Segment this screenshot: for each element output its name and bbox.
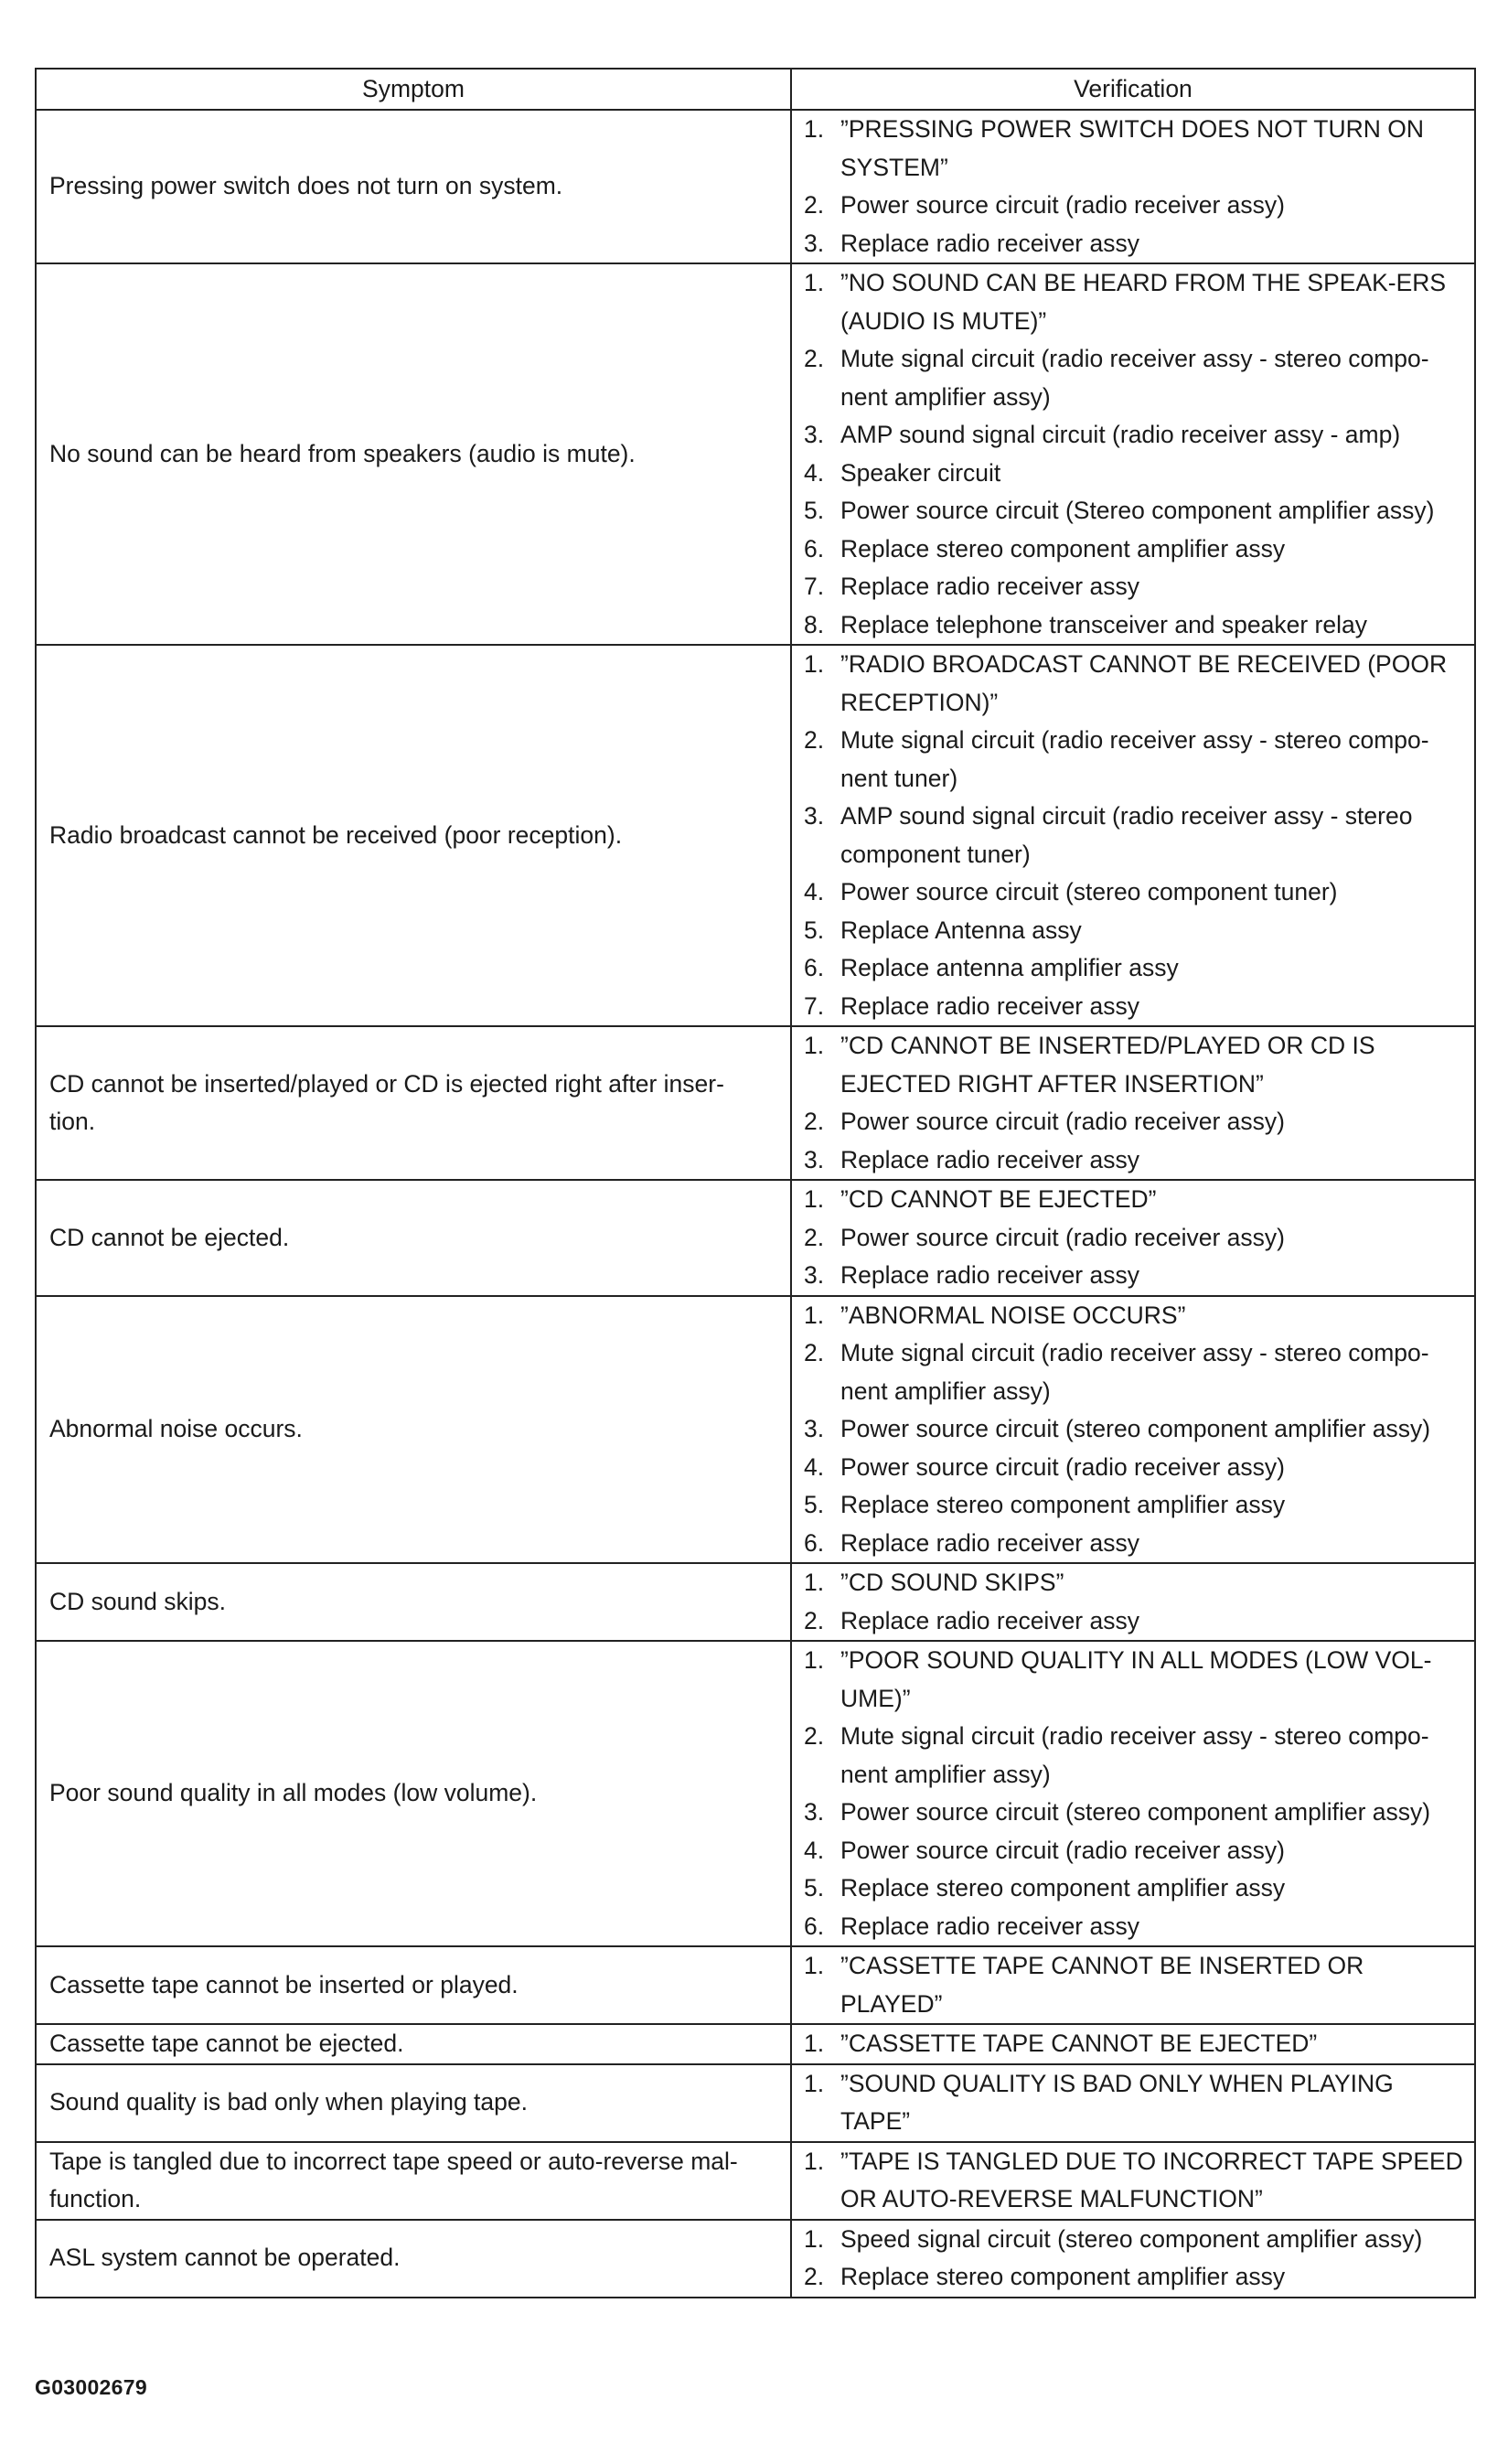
- symptom-cell: Sound quality is bad only when playing tape.: [36, 2064, 791, 2142]
- step-number: 7.: [804, 573, 825, 600]
- symptom-cell: CD cannot be inserted/played or CD is ejected right after inser-tion.: [36, 1026, 791, 1180]
- verification-step: [804, 455, 1463, 493]
- verification-step: [804, 416, 1463, 455]
- step-number: 4.: [804, 878, 825, 905]
- step-text: Power source circuit (stereo component amplifier assy): [840, 1798, 1431, 1826]
- step-text: ”PRESSING POWER SWITCH DOES NOT TURN ON SYSTEM”: [840, 115, 1425, 181]
- verification-steps: [804, 1642, 1463, 1945]
- verification-step: [804, 111, 1463, 187]
- step-number: 1.: [804, 269, 825, 296]
- verification-cell: [791, 645, 1475, 1026]
- symptom-cell: Radio broadcast cannot be received (poor reception).: [36, 645, 791, 1026]
- verification-step: [804, 1947, 1463, 2023]
- step-number: 1.: [804, 1569, 825, 1596]
- step-number: 2.: [804, 2263, 825, 2290]
- step-number: 2.: [804, 1722, 825, 1750]
- verification-step: [804, 1525, 1463, 1563]
- step-number: 1.: [804, 1646, 825, 1674]
- verification-cell: [791, 2024, 1475, 2064]
- step-text: ”NO SOUND CAN BE HEARD FROM THE SPEAK-ERS (AUDIO IS MUTE)”: [840, 269, 1447, 335]
- verification-cell: [791, 2064, 1475, 2142]
- verification-steps: [804, 264, 1463, 644]
- verification-cell: [791, 2220, 1475, 2298]
- verification-step: [804, 492, 1463, 530]
- step-number: 7.: [804, 991, 825, 1020]
- step-number: 1.: [804, 650, 825, 678]
- symptom-cell: Tape is tangled due to incorrect tape speed or auto-reverse mal-function.: [36, 2142, 791, 2220]
- step-number: 3.: [804, 229, 825, 257]
- verification-steps: [804, 646, 1463, 1025]
- step-text: Replace stereo component amplifier assy: [840, 2263, 1286, 2290]
- verification-step: [804, 1908, 1463, 1946]
- step-text: ”ABNORMAL NOISE OCCURS”: [840, 1301, 1186, 1329]
- step-number: 1.: [804, 1301, 825, 1329]
- symptom-cell: Poor sound quality in all modes (low volume).: [36, 1641, 791, 1946]
- table-row: [36, 263, 1475, 645]
- verification-step: [804, 1449, 1463, 1487]
- step-text: Power source circuit (radio receiver assy): [840, 1836, 1285, 1864]
- step-text: Replace radio receiver assy: [840, 1145, 1139, 1173]
- step-number: 1.: [804, 1032, 825, 1059]
- verification-step: [804, 1181, 1463, 1219]
- step-text: ”CASSETTE TAPE CANNOT BE EJECTED”: [840, 2030, 1318, 2057]
- verification-step: [804, 187, 1463, 225]
- verification-step: [804, 2221, 1463, 2259]
- step-number: 6.: [804, 1912, 825, 1940]
- step-number: 6.: [804, 954, 825, 981]
- verification-step: [804, 1297, 1463, 1335]
- step-number: 1.: [804, 2224, 825, 2253]
- step-text: AMP sound signal circuit (radio receiver assy - amp): [840, 421, 1401, 448]
- verification-column-header: Verification: [791, 69, 1475, 110]
- step-text: ”CD SOUND SKIPS”: [840, 1569, 1064, 1596]
- step-number: 3.: [804, 1145, 825, 1173]
- symptom-cell: ASL system cannot be operated.: [36, 2220, 791, 2298]
- verification-step: [804, 2065, 1463, 2141]
- verification-steps: [804, 2143, 1463, 2219]
- step-text: Replace radio receiver assy: [840, 573, 1139, 600]
- table-body: [36, 110, 1475, 2298]
- verification-steps: [804, 1027, 1463, 1179]
- table-row: [36, 1296, 1475, 1564]
- verification-cell: [791, 110, 1475, 263]
- verification-steps: [804, 111, 1463, 262]
- step-text: Mute signal circuit (radio receiver assy - stereo compo-nent amplifier assy): [840, 345, 1429, 411]
- step-text: Power source circuit (radio receiver assy): [840, 1223, 1285, 1251]
- verification-step: [804, 949, 1463, 988]
- verification-steps: [804, 1297, 1463, 1563]
- verification-step: [804, 1410, 1463, 1449]
- table-row: [36, 2142, 1475, 2220]
- step-text: Power source circuit (radio receiver assy): [840, 1452, 1285, 1481]
- step-number: 5.: [804, 1874, 825, 1902]
- verification-cell: [791, 1563, 1475, 1641]
- verification-step: [804, 2143, 1463, 2219]
- verification-cell: [791, 1026, 1475, 1180]
- step-text: Speed signal circuit (stereo component amplifier assy): [840, 2224, 1423, 2253]
- verification-step: [804, 340, 1463, 416]
- symptom-cell: Cassette tape cannot be ejected.: [36, 2024, 791, 2064]
- step-text: Replace antenna amplifier assy: [840, 954, 1179, 981]
- step-text: Power source circuit (Stereo component amplifier assy): [840, 497, 1435, 524]
- verification-cell: [791, 2142, 1475, 2220]
- table-row: [36, 1180, 1475, 1296]
- verification-step: [804, 606, 1463, 645]
- verification-step: [804, 2025, 1463, 2063]
- step-text: Replace radio receiver assy: [840, 991, 1139, 1020]
- header-row: [36, 69, 1475, 110]
- step-text: Replace radio receiver assy: [840, 1606, 1139, 1634]
- symptom-cell: CD cannot be ejected.: [36, 1180, 791, 1296]
- step-number: 5.: [804, 1491, 825, 1518]
- step-number: 1.: [804, 115, 825, 143]
- step-number: 3.: [804, 1261, 825, 1289]
- verification-step: [804, 1027, 1463, 1103]
- verification-cell: [791, 263, 1475, 645]
- table-row: [36, 110, 1475, 263]
- step-text: Mute signal circuit (radio receiver assy - stereo compo-nent tuner): [840, 726, 1429, 792]
- verification-step: [804, 1219, 1463, 1258]
- step-text: Power source circuit (stereo component amplifier assy): [840, 1415, 1431, 1442]
- step-text: AMP sound signal circuit (radio receiver assy - stereo component tuner): [840, 802, 1413, 868]
- step-number: 8.: [804, 610, 825, 638]
- step-text: ”CD CANNOT BE EJECTED”: [840, 1185, 1157, 1213]
- table-row: [36, 1641, 1475, 1946]
- verification-step: [804, 1602, 1463, 1641]
- verification-steps: [804, 2025, 1463, 2063]
- verification-step: [804, 568, 1463, 606]
- step-number: 2.: [804, 1108, 825, 1135]
- verification-step: [804, 1486, 1463, 1525]
- verification-step: [804, 798, 1463, 873]
- step-text: Replace radio receiver assy: [840, 1912, 1139, 1940]
- verification-step: [804, 2258, 1463, 2297]
- step-number: 2.: [804, 1339, 825, 1366]
- symptom-cell: Abnormal noise occurs.: [36, 1296, 791, 1564]
- step-number: 6.: [804, 534, 825, 562]
- step-text: ”POOR SOUND QUALITY IN ALL MODES (LOW VOL-UME)”: [840, 1646, 1432, 1712]
- verification-step: [804, 1832, 1463, 1870]
- step-text: Power source circuit (stereo component tuner): [840, 878, 1338, 905]
- step-text: Mute signal circuit (radio receiver assy - stereo compo-nent amplifier assy): [840, 1722, 1429, 1788]
- step-text: Power source circuit (radio receiver assy): [840, 1108, 1285, 1135]
- step-text: ”CASSETTE TAPE CANNOT BE INSERTED OR PLAYED”: [840, 1952, 1364, 2018]
- verification-step: [804, 225, 1463, 263]
- step-number: 1.: [804, 1185, 825, 1213]
- step-text: ”SOUND QUALITY IS BAD ONLY WHEN PLAYING TAPE”: [840, 2069, 1394, 2135]
- symptom-cell: Cassette tape cannot be inserted or played.: [36, 1946, 791, 2024]
- step-number: 1.: [804, 1952, 825, 1979]
- troubleshooting-table: [35, 68, 1476, 2298]
- step-number: 1.: [804, 2147, 825, 2175]
- verification-steps: [804, 2221, 1463, 2297]
- table-row: [36, 2220, 1475, 2298]
- step-number: 5.: [804, 916, 825, 944]
- table-row: [36, 1563, 1475, 1641]
- step-text: Replace stereo component amplifier assy: [840, 534, 1286, 562]
- verification-step: [804, 1869, 1463, 1908]
- step-text: Power source circuit (radio receiver assy): [840, 191, 1285, 219]
- step-text: Replace Antenna assy: [840, 916, 1082, 944]
- step-text: Replace stereo component amplifier assy: [840, 1491, 1286, 1518]
- verification-step: [804, 1794, 1463, 1832]
- step-text: Replace stereo component amplifier assy: [840, 1874, 1286, 1902]
- table-row: [36, 645, 1475, 1026]
- verification-step: [804, 1564, 1463, 1602]
- step-text: Speaker circuit: [840, 458, 1001, 487]
- verification-step: [804, 722, 1463, 798]
- verification-steps: [804, 1181, 1463, 1295]
- symptom-cell: Pressing power switch does not turn on system.: [36, 110, 791, 263]
- step-number: 1.: [804, 2030, 825, 2057]
- verification-step: [804, 530, 1463, 569]
- step-number: 2.: [804, 1223, 825, 1251]
- step-number: 3.: [804, 802, 825, 830]
- step-number: 4.: [804, 1452, 825, 1481]
- step-number: 2.: [804, 345, 825, 372]
- step-text: Replace telephone transceiver and speaker relay: [840, 610, 1367, 638]
- figure-id: G03002679: [35, 2375, 147, 2399]
- symptom-cell: No sound can be heard from speakers (audio is mute).: [36, 263, 791, 645]
- table-row: [36, 2064, 1475, 2142]
- step-text: ”RADIO BROADCAST CANNOT BE RECEIVED (POOR RECEPTION)”: [840, 650, 1448, 716]
- step-number: 2.: [804, 726, 825, 754]
- verification-cell: [791, 1296, 1475, 1564]
- verification-step: [804, 1718, 1463, 1794]
- table-row: [36, 1946, 1475, 2024]
- step-number: 3.: [804, 1415, 825, 1442]
- verification-step: [804, 1642, 1463, 1718]
- verification-steps: [804, 2065, 1463, 2141]
- verification-step: [804, 912, 1463, 950]
- step-number: 1.: [804, 2069, 825, 2097]
- step-text: Replace radio receiver assy: [840, 1261, 1139, 1289]
- verification-cell: [791, 1641, 1475, 1946]
- step-number: 3.: [804, 421, 825, 448]
- verification-step: [804, 1103, 1463, 1141]
- symptom-cell: CD sound skips.: [36, 1563, 791, 1641]
- verification-step: [804, 1141, 1463, 1180]
- step-text: ”CD CANNOT BE INSERTED/PLAYED OR CD IS EJECTED RIGHT AFTER INSERTION”: [840, 1032, 1375, 1098]
- verification-step: [804, 264, 1463, 340]
- symptom-column-header: Symptom: [36, 69, 791, 110]
- step-number: 5.: [804, 497, 825, 524]
- step-text: ”TAPE IS TANGLED DUE TO INCORRECT TAPE SPEED OR AUTO-REVERSE MALFUNCTION”: [840, 2147, 1463, 2212]
- table-row: [36, 1026, 1475, 1180]
- verification-steps: [804, 1947, 1463, 2023]
- step-text: Replace radio receiver assy: [840, 229, 1139, 257]
- verification-step: [804, 873, 1463, 912]
- verification-step: [804, 1334, 1463, 1410]
- verification-cell: [791, 1946, 1475, 2024]
- step-number: 2.: [804, 1606, 825, 1634]
- step-number: 4.: [804, 458, 825, 487]
- table-row: [36, 2024, 1475, 2064]
- step-number: 3.: [804, 1798, 825, 1826]
- verification-step: [804, 988, 1463, 1026]
- step-text: Mute signal circuit (radio receiver assy - stereo compo-nent amplifier assy): [840, 1339, 1429, 1405]
- verification-steps: [804, 1564, 1463, 1640]
- step-text: Replace radio receiver assy: [840, 1528, 1139, 1557]
- verification-step: [804, 1257, 1463, 1295]
- step-number: 2.: [804, 191, 825, 219]
- step-number: 4.: [804, 1836, 825, 1864]
- step-number: 6.: [804, 1528, 825, 1557]
- verification-cell: [791, 1180, 1475, 1296]
- verification-step: [804, 646, 1463, 722]
